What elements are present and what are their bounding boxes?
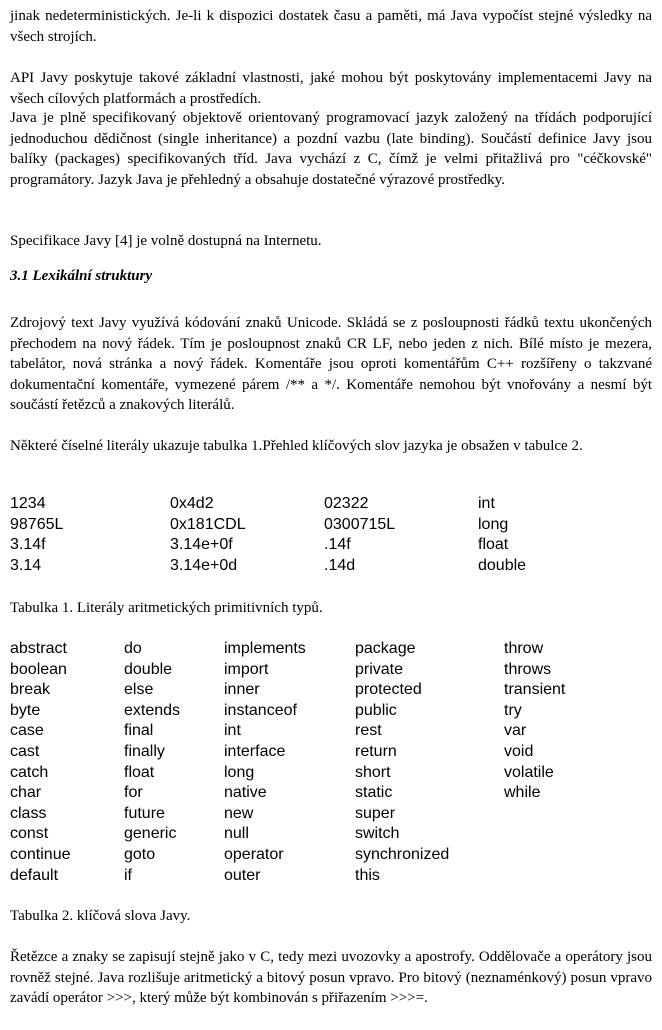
literals-table (10, 494, 610, 578)
table-cell: future (124, 804, 165, 822)
table-cell: super (355, 804, 396, 822)
paragraph-java-definition: Java je plně specifikovaný objektově orientovaný programovací jazyk založený na třídách podporující jednoduchou dědičnost (single inheritance) a pozdní vazbu (late binding). Součástí definice Javy jsou balíky (packages) specifikovaných tříd. Java vychází z C, čímž je velmi přitažlivá pro "céčkovské" programátory. Jazyk Java je přehledný a obsahuje dostatečné výrazové prostředky. (10, 110, 652, 188)
table-cell: case (10, 722, 44, 740)
table-cell: 3.14e+0f (170, 536, 233, 554)
table-cell: const (10, 825, 49, 843)
table-cell: public (355, 701, 397, 719)
table-cell: goto (124, 845, 156, 863)
table-cell: short (355, 763, 391, 781)
table-cell: 0x181CDL (170, 515, 246, 533)
table-cell: interface (224, 742, 286, 760)
table-cell: double (478, 556, 527, 574)
keywords-column-3 (224, 639, 306, 886)
table-cell: catch (10, 763, 49, 781)
keywords-column-4 (355, 639, 449, 886)
table-cell: outer (224, 866, 261, 884)
table-cell: .14d (324, 556, 356, 574)
table-cell: cast (10, 742, 40, 760)
table-cell: long (224, 763, 255, 781)
keywords-table (10, 639, 650, 889)
table-cell: operator (224, 845, 284, 863)
table-cell: inner (224, 681, 260, 699)
table-cell: generic (124, 825, 177, 843)
table-cell: for (124, 784, 143, 802)
table-cell: while (504, 784, 541, 802)
paragraph-api: API Javy poskytuje takové základní vlastnosti, jaké mohou být poskytovány implementacemi Javy na všech cílových platformách a prostředích. (10, 70, 652, 107)
table-cell: 1234 (10, 495, 46, 512)
table1-caption: Tabulka 1. Literály aritmetických primitivních typů. (10, 600, 323, 616)
table-cell: instanceof (224, 701, 297, 719)
table-cell: synchronized (355, 845, 450, 863)
table-cell: 0300715L (324, 515, 396, 533)
table-cell: new (224, 804, 254, 822)
table-cell: do (124, 640, 142, 657)
table-cell: long (478, 515, 509, 533)
table-cell: 3.14 (10, 556, 42, 574)
table-cell: private (355, 660, 404, 678)
table-cell: break (10, 681, 51, 699)
table-cell: extends (124, 701, 181, 719)
literals-column-hex (170, 494, 246, 576)
paragraph-lexical: Zdrojový text Javy využívá kódování znaků Unicode. Skládá se z posloupnosti řádků textu ukončených přechodem na nový řádek. Tím je posloupnost znaků CR LF, nebo jeden z nich. Bílé místo je mezera, tabelátor, nová stránka a nový řádek. Komentáře jsou oproti komentářům C++ rozšířeny o takzvané dokumentační komentáře, vymezené párem /** a */. Komentáře nemohou být vnořovány a nesmí být součástí řetězců a znakových literálů. (10, 315, 652, 413)
table-cell: switch (355, 825, 400, 843)
table-cell: boolean (10, 660, 67, 678)
table-cell: package (355, 640, 416, 657)
table-cell: protected (355, 681, 422, 699)
table-cell: return (355, 742, 397, 760)
paragraph-tables-intro: Některé číselné literály ukazuje tabulka 1.Přehled klíčových slov jazyka je obsažen v tabulce 2. (10, 438, 583, 454)
paragraph-specification: Specifikace Javy [4] je volně dostupná na Internetu. (10, 233, 322, 249)
table-cell: continue (10, 845, 71, 863)
paragraph-intro: jinak nedeterministických. Je-li k dispozici dostatek času a paměti, má Java vypočíst stejné výsledky na všech strojích. (10, 8, 652, 45)
literals-column-decimal (10, 494, 63, 576)
table-cell: class (10, 804, 47, 822)
table-cell: import (224, 660, 269, 678)
table-cell: final (124, 722, 154, 740)
table-cell: static (355, 784, 393, 802)
keywords-column-1 (10, 639, 71, 886)
table-cell: var (504, 722, 527, 740)
table-cell: this (355, 866, 380, 884)
table-cell: float (478, 536, 509, 554)
table-cell: null (224, 825, 249, 843)
table2-caption: Tabulka 2. klíčová slova Javy. (10, 908, 191, 924)
table-cell: rest (355, 722, 382, 740)
table-cell: transient (504, 681, 566, 699)
table-cell: default (10, 866, 59, 884)
table-cell: finally (124, 742, 165, 760)
keywords-column-2 (124, 639, 180, 886)
table-cell: abstract (10, 640, 67, 657)
table-cell: 3.14e+0d (170, 556, 238, 574)
keywords-column-5 (504, 639, 565, 804)
table-cell: native (224, 784, 267, 802)
table-cell: throws (504, 660, 552, 678)
table-cell: int (478, 495, 495, 512)
table-cell: int (224, 722, 241, 740)
section-heading: 3.1 Lexikální struktury (10, 268, 153, 284)
literals-column-octal (324, 494, 395, 576)
table-cell: throw (504, 640, 544, 657)
table-cell: if (124, 866, 132, 884)
table-cell: void (504, 742, 534, 760)
table-cell: char (10, 784, 42, 802)
table-cell: double (124, 660, 173, 678)
table-cell: byte (10, 701, 41, 719)
table-cell: volatile (504, 763, 554, 781)
table-cell: 98765L (10, 515, 64, 533)
table-cell: 0x4d2 (170, 495, 214, 512)
table-cell: implements (224, 640, 306, 657)
table-cell: else (124, 681, 154, 699)
table-cell: 3.14f (10, 536, 46, 554)
literals-column-type (478, 494, 526, 576)
table-cell: float (124, 763, 155, 781)
table-cell: .14f (324, 536, 351, 554)
table-cell: try (504, 701, 522, 719)
table-cell: 02322 (324, 495, 369, 512)
paragraph-strings-operators: Řetězce a znaky se zapisují stejně jako v C, tedy mezi uvozovky a apostrofy. Oddělovače a operátory jsou rovněž stejné. Java rozlišuje aritmetický a bitový posun vpravo. Pro bitový (neznaménkový) posun vpravo zavádí operátor >>>, který může být kombinován s přiřazením >>>=. (10, 949, 652, 1006)
